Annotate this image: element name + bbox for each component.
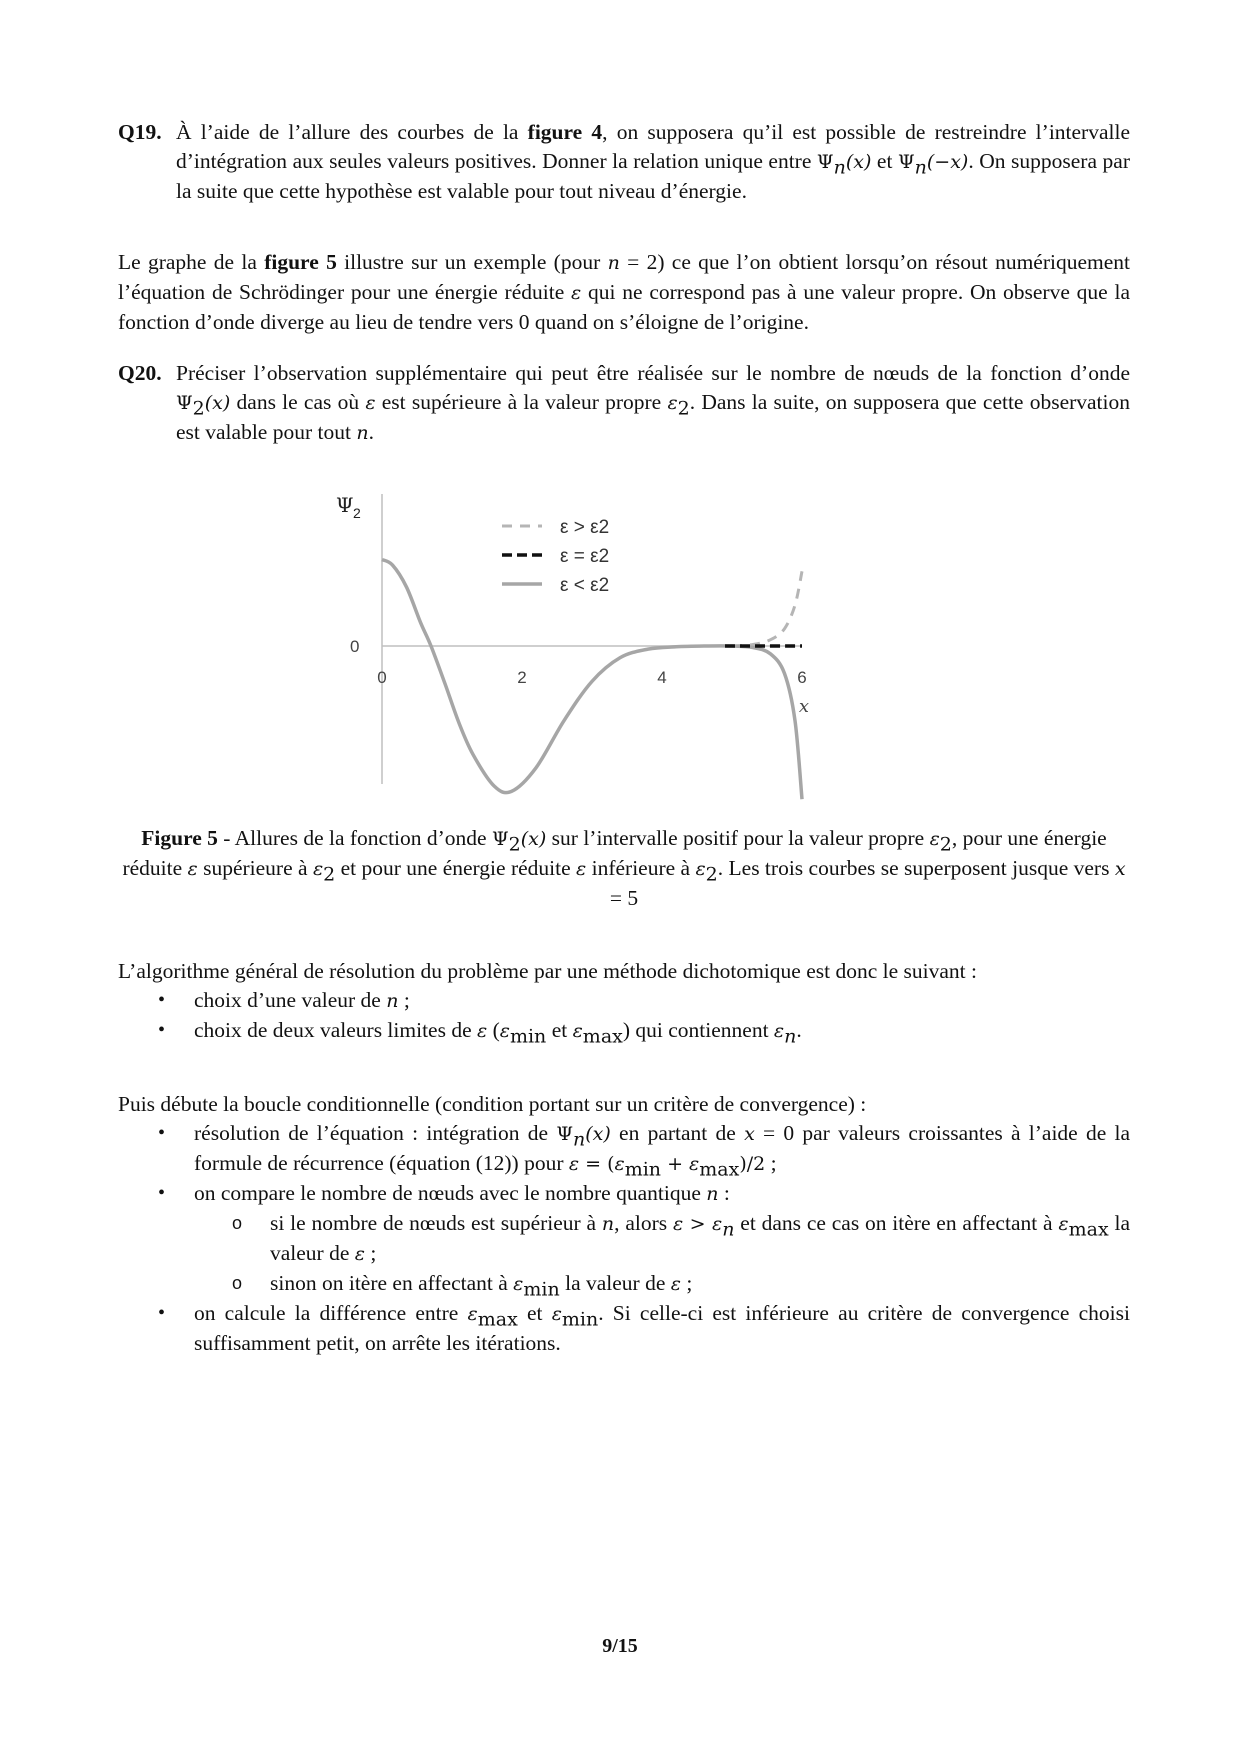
text: , on supposera qu’il est possible de restreindre l’intervalle d’intégration aux seules valeurs positives. Donner la relation unique entre — [176, 120, 1130, 173]
math: max — [1068, 1218, 1109, 1241]
math: Ψ — [491, 828, 509, 850]
text: illustre sur un exemple (pour — [336, 250, 608, 274]
math: 2 — [192, 397, 205, 420]
text: = 5 — [609, 886, 639, 910]
math: n — [573, 1128, 586, 1151]
math: Ψ — [897, 151, 915, 173]
text: - Allures de la fonction d’onde — [217, 826, 492, 850]
text: la valeur de — [270, 1211, 1130, 1265]
text: on compare le nombre de nœuds avec le nombre quantique — [194, 1181, 707, 1205]
text: ; — [398, 988, 410, 1012]
math: ε — [365, 392, 376, 414]
text: résolution de l’équation : intégration de — [194, 1121, 557, 1145]
math: n — [601, 1213, 615, 1235]
text: et — [871, 149, 898, 173]
text: ) qui contiennent — [622, 1018, 774, 1042]
text: = 0 par valeurs croissantes à l’aide de la formule de récurrence (équation (12)) pour — [194, 1121, 1131, 1175]
series-line — [732, 571, 802, 646]
x-axis-label: x — [798, 696, 810, 717]
sub-list-item — [118, 1209, 1130, 1269]
math: ε — [568, 1153, 580, 1175]
text: sinon on itère en affectant à — [270, 1271, 514, 1295]
text: et pour une énergie réduite — [335, 856, 577, 880]
math: Ψ — [176, 392, 193, 414]
text: . Dans la suite, on supposera que cette observation est valable pour tout — [176, 390, 1131, 444]
algo-intro: L’algorithme général de résolution du problème par une méthode dichotomique est donc le suivant : — [118, 959, 977, 983]
text: en partant de — [610, 1121, 745, 1145]
math: n — [386, 990, 399, 1012]
text: . — [368, 420, 374, 444]
text: . Si celle-ci est inférieure au critère de convergence choisi suffisamment petit, on arrête les itérations. — [194, 1301, 1130, 1355]
math: (x) — [585, 1123, 611, 1145]
text: . On supposera par la suite que cette hypothèse est valable pour tout niveau d’énergie. — [176, 149, 1130, 203]
math: ε — [576, 858, 587, 880]
x-tick-label: 6 — [797, 668, 807, 687]
math: n — [784, 1025, 797, 1048]
list-item — [118, 1119, 1130, 1179]
text: la valeur de — [559, 1271, 671, 1295]
text: ; — [680, 1271, 693, 1295]
text: , alors — [614, 1211, 673, 1235]
math: max — [477, 1308, 518, 1331]
math: ε — [929, 828, 940, 850]
math: min — [624, 1158, 662, 1181]
math: (x) — [204, 392, 231, 414]
math: max — [699, 1158, 740, 1181]
math: ε — [467, 1303, 478, 1325]
list-item — [118, 1016, 1130, 1046]
text: . — [796, 1018, 802, 1042]
text: dans le cas où — [230, 390, 366, 414]
text: qui ne correspond pas à une valeur propre. On observe que la fonction d’onde diverge au lieu de tendre vers 0 quand on s’éloigne de l’origine. — [118, 280, 1131, 334]
math: (x) — [845, 151, 872, 173]
math: 2 — [323, 863, 336, 886]
text: sur l’intervalle positif pour la valeur propre — [546, 826, 930, 850]
text: et — [546, 1018, 573, 1042]
intro-figure-5 — [118, 248, 1130, 337]
figure-ref: figure 5 — [264, 250, 337, 274]
math: (x) — [520, 828, 547, 850]
text: choix d’une valeur de — [194, 988, 387, 1012]
math: > — [683, 1213, 713, 1235]
caption-label: Figure 5 — [141, 826, 218, 850]
math: n — [607, 252, 620, 274]
text: , pour une énergie réduite — [122, 826, 1107, 880]
math: ε — [551, 1303, 562, 1325]
math: n — [914, 156, 927, 179]
math: ε — [499, 1020, 510, 1042]
math: n — [706, 1183, 719, 1205]
y-axis-label-subscript: 2 — [353, 505, 361, 521]
math: 2 — [705, 863, 718, 886]
legend-label: ε > ε2 — [560, 517, 610, 538]
figure-5-chart — [320, 474, 920, 814]
text: ; — [364, 1241, 377, 1265]
loop-list — [118, 1119, 1130, 1358]
legend-label: ε < ε2 — [560, 575, 610, 596]
list-item — [118, 1299, 1130, 1358]
text: inférieure à — [586, 856, 696, 880]
text: choix de deux valeurs limites de — [194, 1018, 478, 1042]
text: : — [718, 1181, 730, 1205]
text: = 2) ce que l’on obtient lorsqu’on résout numériquement l’équation de Schrödinger pour une énergie réduite — [118, 250, 1130, 304]
math: + — [661, 1153, 690, 1175]
math: ε — [312, 858, 324, 880]
text: ; — [765, 1151, 777, 1175]
math: ε — [712, 1213, 723, 1235]
math: ε — [695, 858, 706, 880]
x-tick-label: 0 — [377, 668, 387, 687]
list-item — [118, 986, 1130, 1016]
math: ε — [477, 1020, 488, 1042]
question-label: Q20. — [118, 361, 162, 385]
page-body — [118, 118, 1130, 1358]
y-axis-label: Ψ — [336, 493, 354, 517]
x-tick-label: 2 — [517, 668, 527, 687]
text: est supérieure à la valeur propre — [375, 390, 668, 414]
text: Le graphe de la — [118, 250, 265, 274]
math: x — [744, 1123, 755, 1145]
math: ε — [1058, 1213, 1069, 1235]
math: 2 — [508, 833, 521, 856]
text: on calcule la différence entre — [194, 1301, 468, 1325]
math: Ψ — [816, 151, 834, 173]
page-number: 9/15 — [602, 1635, 638, 1657]
question-label: Q19. — [118, 120, 162, 144]
math: 2 — [677, 397, 690, 420]
y-tick-label: 0 — [350, 637, 360, 656]
math: ε — [672, 1213, 684, 1235]
math: 2 — [939, 833, 952, 856]
list-item — [118, 1179, 1130, 1299]
math: ε — [667, 392, 678, 414]
math: min — [509, 1025, 547, 1048]
text: Préciser l’observation supplémentaire qui peut être réalisée sur le nombre de nœuds de la fonction d’onde — [176, 361, 1130, 385]
text: et — [517, 1301, 552, 1325]
math: = ( — [579, 1153, 615, 1175]
loop-intro: Puis débute la boucle conditionnelle (condition portant sur un critère de convergence) : — [118, 1092, 867, 1116]
math: ε — [670, 1273, 681, 1295]
math: x — [1114, 858, 1126, 880]
text: si le nombre de nœuds est supérieur à — [270, 1211, 602, 1235]
math: ε — [513, 1273, 524, 1295]
text: supérieure à — [197, 856, 313, 880]
math: n — [833, 156, 846, 179]
sub-list-item — [118, 1269, 1130, 1299]
math: )/2 — [739, 1153, 766, 1175]
math: min — [523, 1278, 560, 1301]
math: min — [561, 1308, 599, 1331]
math: ε — [187, 858, 198, 880]
math: ε — [614, 1153, 625, 1175]
text: . Les trois courbes se superposent jusque vers — [717, 856, 1115, 880]
text: et dans ce cas on itère en affectant à — [734, 1211, 1059, 1235]
math: ε — [354, 1243, 365, 1265]
math: Ψ — [556, 1123, 573, 1145]
figure-5-caption — [118, 824, 1130, 913]
sub-list — [194, 1209, 1130, 1299]
math: ε — [571, 282, 582, 304]
figure-ref: figure 4 — [527, 120, 603, 144]
question-19 — [118, 118, 1130, 206]
text: ( — [487, 1018, 500, 1042]
math: ε — [572, 1020, 583, 1042]
question-20 — [118, 359, 1130, 448]
math: max — [582, 1025, 623, 1048]
x-tick-label: 4 — [657, 668, 667, 687]
math: ε — [689, 1153, 700, 1175]
math: n — [722, 1218, 735, 1241]
legend-label: ε = ε2 — [560, 546, 610, 567]
math: (−x) — [926, 151, 969, 173]
math: n — [356, 422, 369, 444]
math: ε — [773, 1020, 785, 1042]
text: À l’aide de l’allure des courbes de la — [176, 120, 528, 144]
algo-list — [118, 986, 1130, 1046]
